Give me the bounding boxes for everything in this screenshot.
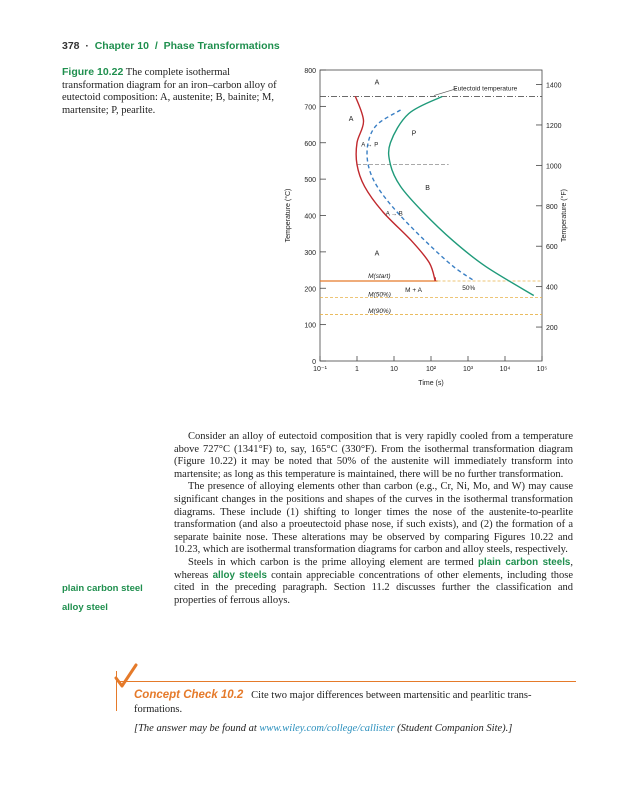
- running-header: [62, 40, 280, 52]
- figure-caption-text: The complete isothermal transformation diagram for an iron–carbon alloy of eutectoid composition: A, austenite; B, bainite; M, martensite; P, pearlite.: [62, 67, 277, 116]
- y-axis-title-right: Temperature (°F): [561, 189, 568, 242]
- answer-pre: [The answer may be found at: [134, 723, 260, 734]
- label-austenite-top: A: [374, 79, 380, 87]
- label-m50: M(50%): [368, 291, 391, 299]
- y-tick-label-right: 200: [546, 325, 558, 333]
- answer-link[interactable]: www.wiley.com/college/callister: [259, 723, 395, 734]
- concept-check-answer: [134, 723, 512, 734]
- chapter-title: Phase Transformations: [163, 40, 280, 52]
- label-austenite-mid: A: [348, 115, 354, 123]
- y-tick-label-left: 500: [304, 177, 316, 185]
- chapter-label: Chapter 10: [94, 40, 149, 52]
- y-tick-label-right: 1400: [546, 82, 562, 90]
- label-pearlite: P: [411, 130, 417, 138]
- figure-label: Figure 10.22: [62, 66, 124, 78]
- label-m-plus-a: M + A: [405, 286, 422, 294]
- curve-completion: [389, 97, 534, 296]
- label-a-to-b: A → B: [385, 211, 403, 218]
- y-axis-title-left: Temperature (°C): [285, 188, 292, 243]
- curve-start: [355, 96, 435, 281]
- term-alloy-steels: alloy steels: [212, 569, 267, 581]
- eutectoid-label: Eutectoid temperature: [453, 85, 518, 93]
- x-tick-label: 10⁻¹: [313, 366, 327, 373]
- label-50pct: 50%: [462, 285, 476, 293]
- it-diagram-chart: [270, 58, 570, 388]
- y-tick-label-left: 300: [304, 249, 316, 257]
- y-tick-label-right: 600: [546, 244, 558, 252]
- x-tick-label: 10³: [462, 366, 474, 373]
- y-tick-label-right: 1000: [546, 163, 562, 171]
- x-tick-label: 10²: [425, 366, 437, 373]
- y-tick-label-left: 600: [304, 140, 316, 148]
- answer-post: (Student Companion Site).]: [394, 723, 513, 734]
- y-tick-label-left: 200: [304, 286, 316, 294]
- paragraph-1: Consider an alloy of eutectoid composition that is very rapidly cooled from a temperature above 727°C (1341°F) to, say, 165°C (330°F). From the isothermal transformation diagram (Figure 10.22) it may be noted that 50% of the austenite will immediately transform into martensite; as long as this temperature is maintained, there will be no further transformation.: [174, 431, 573, 480]
- figure-caption: [62, 66, 290, 117]
- y-tick-label-right: 1200: [546, 122, 562, 130]
- page-number: 378: [62, 40, 80, 52]
- concept-check-question-cont: formations.: [134, 704, 183, 715]
- x-tick-label: 10⁴: [499, 366, 511, 373]
- x-tick-label: 10⁵: [536, 366, 548, 373]
- paragraph-2: The presence of alloying elements other than carbon (e.g., Cr, Ni, Mo, and W) may cause significant changes in the positions and shapes of the curves in the isothermal transformation diagrams. These include (1) shifting to longer times the nose of the austenite-to-pearlite transformation (and also a proeutectoid phase nose, if such exists), and (2) the formation of a separate bainite nose. These alterations may be observed by comparing Figures 10.22 and 10.23, which are isothermal transformation diagrams for carbon and alloy steels, respectively.: [174, 481, 573, 556]
- header-separator: ·: [85, 40, 89, 52]
- plot-frame: [320, 70, 542, 361]
- concept-check-heading: [134, 689, 574, 702]
- label-bainite: B: [425, 185, 430, 193]
- concept-check-question: Cite two major differences between martensitic and pearlitic trans-: [251, 690, 532, 701]
- body-text: [174, 431, 573, 607]
- x-tick-label: 10: [390, 366, 398, 373]
- p3-text-c: contain appreciable concentrations of other elements, including those cited in the preceding paragraph. Section 11.2 discusses further the classification and properties of ferrous alloys.: [174, 569, 573, 606]
- y-tick-label-right: 800: [546, 203, 558, 211]
- term-plain-carbon-steels: plain carbon steels: [478, 556, 571, 568]
- x-tick-label: 1: [355, 366, 359, 373]
- p3-text-a: Steels in which carbon is the prime alloying element are termed: [188, 556, 479, 568]
- label-a-to-p: A → P: [361, 142, 379, 149]
- label-m90: M(90%): [368, 307, 391, 315]
- concept-check-title: Concept Check 10.2: [134, 689, 244, 701]
- header-slash: /: [154, 40, 158, 52]
- y-tick-label-left: 100: [304, 322, 316, 330]
- label-mstart: M(start): [368, 273, 391, 281]
- margin-term-plain-carbon-steel: plain carbon steel: [62, 583, 143, 594]
- y-tick-label-right: 400: [546, 284, 558, 292]
- label-austenite-low: A: [374, 250, 380, 258]
- y-tick-label-left: 700: [304, 104, 316, 112]
- p3-text-b: , whereas: [174, 556, 573, 581]
- y-tick-label-left: 400: [304, 213, 316, 221]
- curve-50-completion: [367, 110, 475, 281]
- y-tick-label-left: 0: [312, 359, 316, 366]
- checkmark-icon: [113, 662, 139, 690]
- y-tick-label-left: 800: [304, 68, 316, 75]
- margin-term-alloy-steel: alloy steel: [62, 602, 108, 613]
- paragraph-3: [174, 557, 573, 607]
- concept-check-rule: [116, 681, 576, 682]
- x-axis-title: Time (s): [418, 380, 444, 387]
